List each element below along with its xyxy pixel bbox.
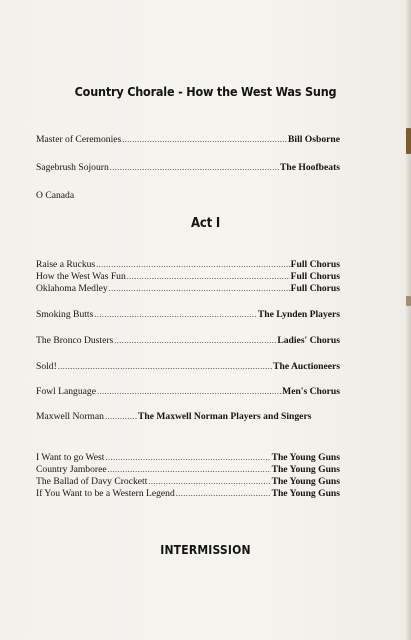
program-item: O Canada bbox=[36, 190, 75, 201]
performer: The Young Guns bbox=[271, 452, 340, 463]
program-row bbox=[36, 476, 340, 488]
program-row bbox=[36, 452, 340, 464]
leader-dots bbox=[109, 283, 290, 295]
performer: The Maxwell Norman Players and Singers bbox=[137, 411, 312, 422]
program-row bbox=[36, 162, 340, 174]
program-row bbox=[36, 488, 340, 500]
program-row bbox=[36, 259, 340, 271]
leader-dots bbox=[108, 464, 271, 476]
leader-dots bbox=[122, 134, 287, 146]
program-item: Smoking Butts bbox=[36, 309, 94, 320]
performer: The Young Guns bbox=[271, 476, 340, 487]
program-row bbox=[36, 361, 340, 373]
program-item: Country Jamboree bbox=[36, 464, 107, 475]
leader-dots bbox=[127, 271, 290, 283]
leader-dots bbox=[105, 411, 137, 423]
intermission-heading: INTERMISSION bbox=[160, 543, 251, 557]
performer: The Young Guns bbox=[271, 464, 340, 475]
leader-dots bbox=[148, 476, 270, 488]
binding-tab bbox=[406, 128, 411, 154]
program-item: The Bronco Dusters bbox=[36, 335, 114, 346]
leader-dots bbox=[97, 386, 281, 398]
act-title: Act I bbox=[191, 216, 220, 231]
program-row bbox=[36, 134, 340, 146]
program-item: The Ballad of Davy Crockett bbox=[36, 476, 148, 487]
program-item: Fowl Language bbox=[36, 386, 96, 397]
performer: Men's Chorus bbox=[282, 386, 340, 397]
program-item: Master of Ceremonies bbox=[36, 134, 122, 145]
program-row bbox=[36, 309, 340, 321]
program-row bbox=[36, 464, 340, 476]
program-row bbox=[36, 411, 340, 423]
program-item: Raise a Ruckus bbox=[36, 259, 96, 270]
performer: The Auctioneers bbox=[273, 361, 340, 372]
program-title: Country Chorale - How the West Was Sung bbox=[74, 84, 337, 99]
performer: Full Chorus bbox=[290, 259, 340, 270]
program-row bbox=[36, 271, 340, 283]
performer: Ladies' Chorus bbox=[277, 335, 340, 346]
program-item: How the West Was Fun bbox=[36, 271, 126, 282]
leader-dots bbox=[105, 452, 270, 464]
program-row bbox=[36, 190, 340, 202]
performer: Full Chorus bbox=[290, 271, 340, 282]
program-row bbox=[36, 283, 340, 295]
leader-dots bbox=[96, 259, 290, 271]
performer: Full Chorus bbox=[290, 283, 340, 294]
program-row bbox=[36, 335, 340, 347]
program-item: Maxwell Norman bbox=[36, 411, 104, 422]
binding-tab bbox=[406, 296, 411, 306]
program-item: Oklahoma Medley bbox=[36, 283, 108, 294]
program-item: Sagebrush Sojourn bbox=[36, 162, 109, 173]
leader-dots bbox=[58, 361, 272, 373]
program-item: Sold! bbox=[36, 361, 57, 372]
performer: The Young Guns bbox=[271, 488, 340, 499]
performer: The Lynden Players bbox=[257, 309, 340, 320]
leader-dots bbox=[110, 162, 279, 174]
performer: Bill Osborne bbox=[288, 134, 340, 145]
program-row bbox=[36, 386, 340, 398]
program-item: I Want to go West bbox=[36, 452, 105, 463]
performer: The Hoofbeats bbox=[280, 162, 340, 173]
program-item: If You Want to be a Western Legend bbox=[36, 488, 175, 499]
leader-dots bbox=[114, 335, 276, 347]
leader-dots bbox=[176, 488, 271, 500]
leader-dots bbox=[94, 309, 257, 321]
